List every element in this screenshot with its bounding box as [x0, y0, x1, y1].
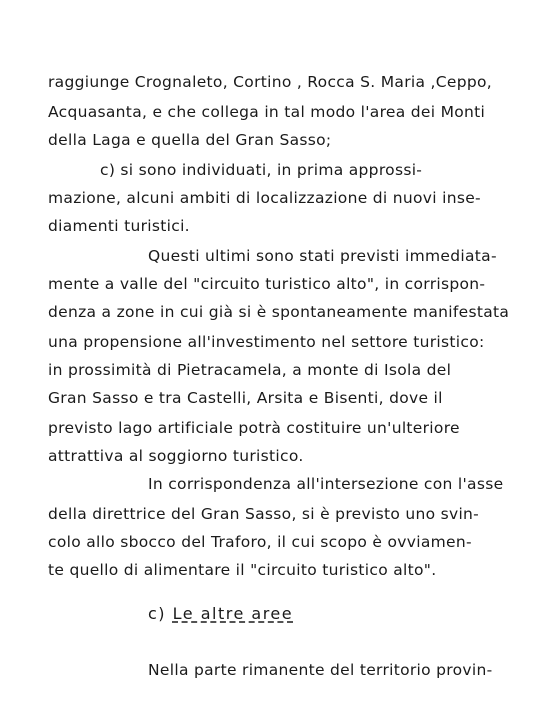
text-line: colo allo sbocco del Traforo, il cui scopo è ovviamen-	[48, 533, 472, 551]
heading-prefix: c)	[148, 604, 167, 623]
text-line: diamenti turistici.	[48, 217, 190, 235]
text-line: mazione, alcuni ambiti di localizzazione di nuovi inse-	[48, 189, 481, 207]
text-line: denza a zone in cui già si è spontaneamente manifestata	[48, 303, 510, 321]
text-line: attrattiva al soggiorno turistico.	[48, 447, 304, 465]
text-line: Questi ultimi sono stati previsti immediata-	[148, 247, 497, 265]
text-line: Acquasanta, e che collega in tal modo l'area dei Monti	[48, 103, 486, 121]
text-line: Nella parte rimanente del territorio provin-	[148, 661, 493, 679]
heading-text: Le altre aree	[172, 604, 294, 623]
section-heading	[148, 604, 293, 623]
text-line: previsto lago artificiale potrà costituire un'ulteriore	[48, 419, 460, 437]
text-line: mente a valle del "circuito turistico alto", in corrispon-	[48, 275, 486, 293]
text-line: Gran Sasso e tra Castelli, Arsita e Bisenti, dove il	[48, 389, 443, 407]
text-line: della direttrice del Gran Sasso, si è previsto uno svin-	[48, 505, 480, 523]
text-line: in prossimità di Pietracamela, a monte di Isola del	[48, 361, 452, 379]
text-line: In corrispondenza all'intersezione con l'asse	[148, 475, 504, 493]
text-line: una propensione all'investimento nel settore turistico:	[48, 333, 485, 351]
text-line: raggiunge Crognaleto, Cortino , Rocca S. Maria ,Ceppo,	[48, 73, 492, 91]
text-line: c) si sono individuati, in prima approssi-	[100, 161, 423, 179]
text-line: te quello di alimentare il "circuito turistico alto".	[48, 561, 437, 579]
text-line: della Laga e quella del Gran Sasso;	[48, 131, 332, 149]
